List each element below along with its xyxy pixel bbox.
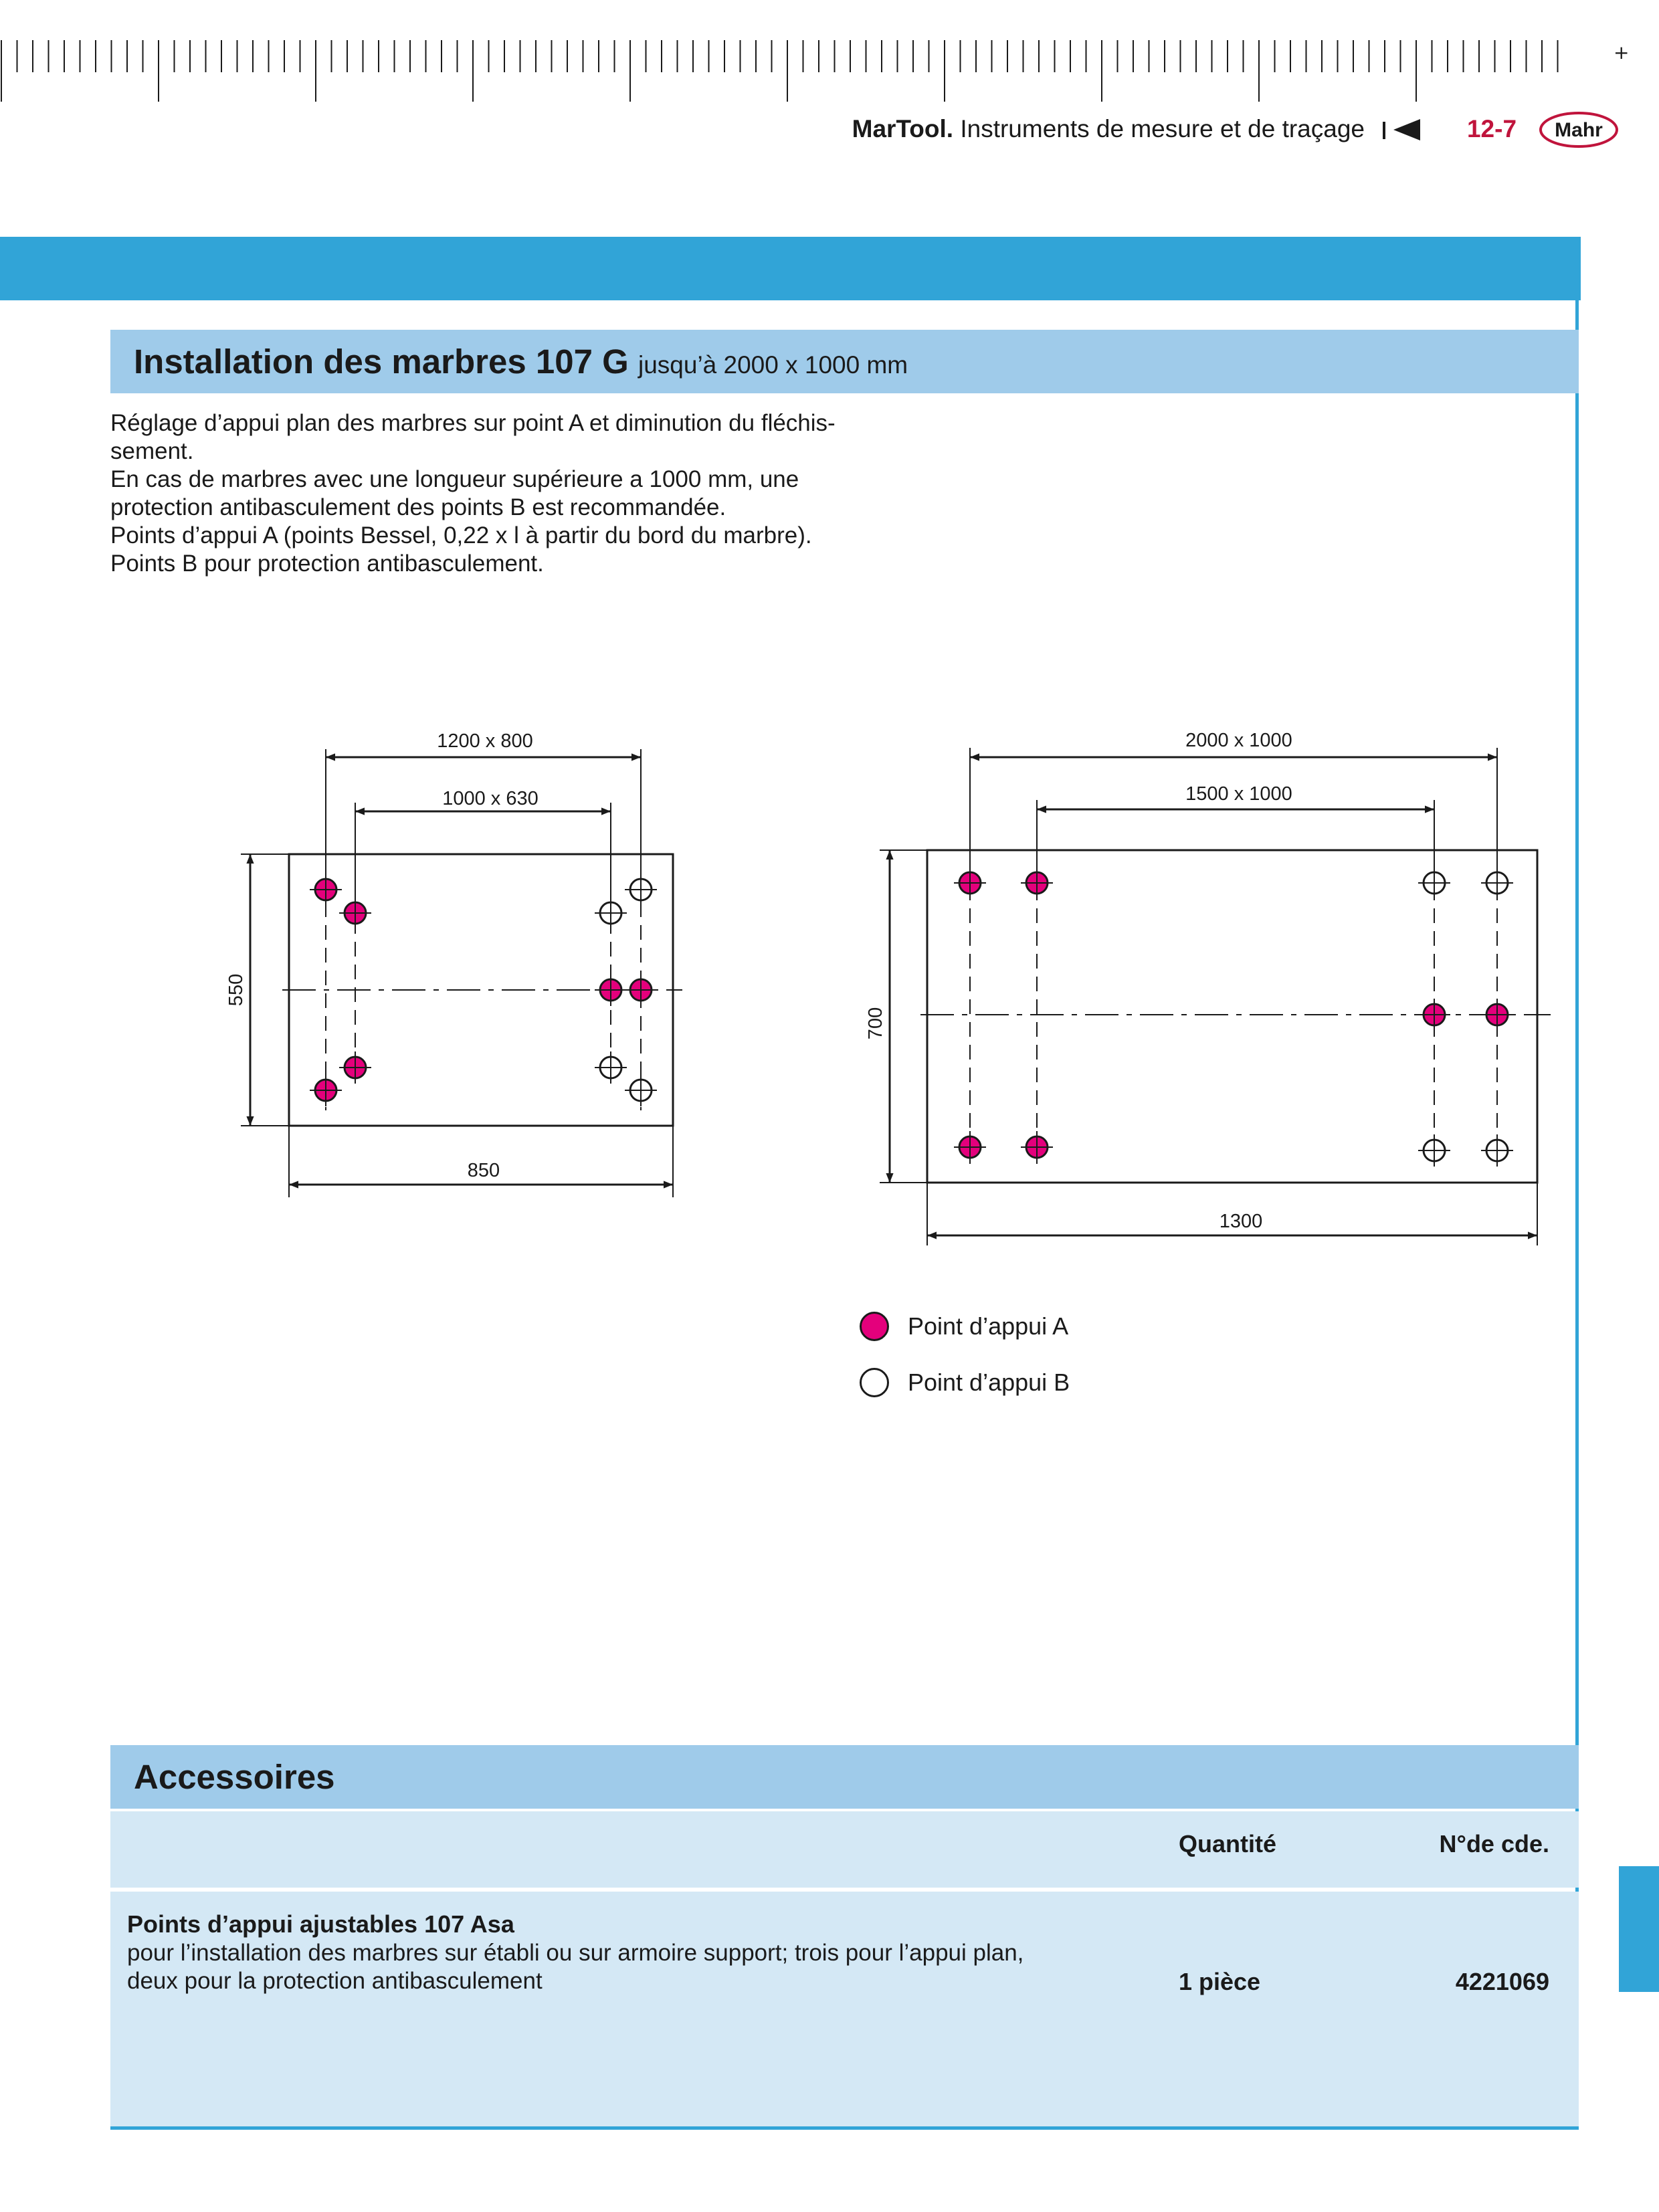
legend-point-b [860,1363,1194,1403]
point-a-marker [1481,999,1513,1031]
header-subtitle: Instruments de mesure et de traçage [960,115,1365,142]
legend-point-a [860,1306,1194,1346]
accessories-title: Accessoires [134,1758,335,1796]
point-b-marker [1418,867,1450,899]
point-b-marker [1481,1134,1513,1167]
point-b-marker [1481,867,1513,899]
chapter-tab [1619,1866,1659,1992]
top-color-band [0,237,1581,300]
accessory-name: Points d’appui ajustables 107 Asa [127,1910,514,1938]
column-quantity: Quantité [1179,1830,1277,1857]
point-a-marker [310,1074,342,1106]
right-dim-inner-label: 1500 x 1000 [1185,783,1292,805]
mahr-logo [1539,111,1619,148]
point-b-marker [625,1074,657,1106]
accessory-quantity: 1 pièce [1179,1968,1261,1995]
section-title [134,330,908,397]
left-dim-width-label: 850 [467,1160,500,1181]
point-a-marker [954,867,986,899]
intro-line: Points B pour protection antibasculement. [110,550,544,577]
point-b-marker [595,897,627,929]
legend-point-b-label: Point d’appui B [908,1369,1070,1396]
right-dim-width-label: 1300 [1219,1211,1263,1232]
point-a-icon [860,1312,889,1341]
accessory-description-line: deux pour la protection antibasculement [127,1968,543,1994]
top-ruler [0,0,1659,107]
intro-line: protection antibasculement des points B est recommandée. [110,494,726,520]
page-number: 12-7 [1466,115,1517,142]
svg-text:Mahr: Mahr [1555,119,1603,141]
legend-point-a-label: Point d’appui A [908,1312,1069,1340]
accessory-description-line: pour l’installation des marbres sur établi ou sur armoire support; trois pour l’appui plan, [127,1940,1024,1966]
page-frame-bottom [110,2126,1579,2130]
left-dim-inner-label: 1000 x 630 [442,788,539,809]
intro-paragraph [110,409,900,578]
point-a-marker [339,1051,371,1084]
point-b-marker [595,1051,627,1084]
section-title-main: Installation des marbres 107 G [134,342,629,381]
section-title-sub: jusqu’à 2000 x 1000 mm [638,351,908,379]
right-plate-diagram [880,748,1551,1245]
left-dim-outer-label: 1200 x 800 [437,730,533,752]
left-plate-diagram [241,749,682,1197]
point-a-marker [1021,1131,1053,1163]
point-b-marker [625,874,657,906]
point-a-marker [954,1131,986,1163]
left-dim-height-label: 550 [225,973,247,1007]
point-a-marker [310,874,342,906]
intro-line: Points d’appui A (points Bessel, 0,22 x l à partir du bord du marbre). [110,522,812,548]
right-support-points [954,867,1513,1167]
running-header [736,112,1365,146]
right-dim-outer-label: 2000 x 1000 [1185,730,1292,751]
point-a-marker [595,974,627,1006]
accessory-description [127,1939,1097,1995]
point-a-marker [339,897,371,929]
column-order-number: N°de cde. [1439,1830,1549,1857]
point-a-marker [1418,999,1450,1031]
header-brand: MarTool. [852,115,954,142]
point-b-marker [1418,1134,1450,1167]
intro-line: Réglage d’appui plan des marbres sur point A et diminution du fléchis- [110,410,836,436]
point-a-marker [625,974,657,1006]
point-b-icon [860,1368,889,1397]
point-a-marker [1021,867,1053,899]
accessories-table-header [110,1811,1579,1888]
intro-line: sement. [110,438,194,464]
right-dim-height-label: 700 [865,1007,886,1040]
installation-diagrams [0,702,1659,1438]
back-triangle-icon [1381,116,1422,143]
accessory-order-number: 4221069 [1455,1968,1549,1995]
intro-line: En cas de marbres avec une longueur supérieure a 1000 mm, une [110,466,799,492]
svg-text:+: + [1614,41,1630,64]
